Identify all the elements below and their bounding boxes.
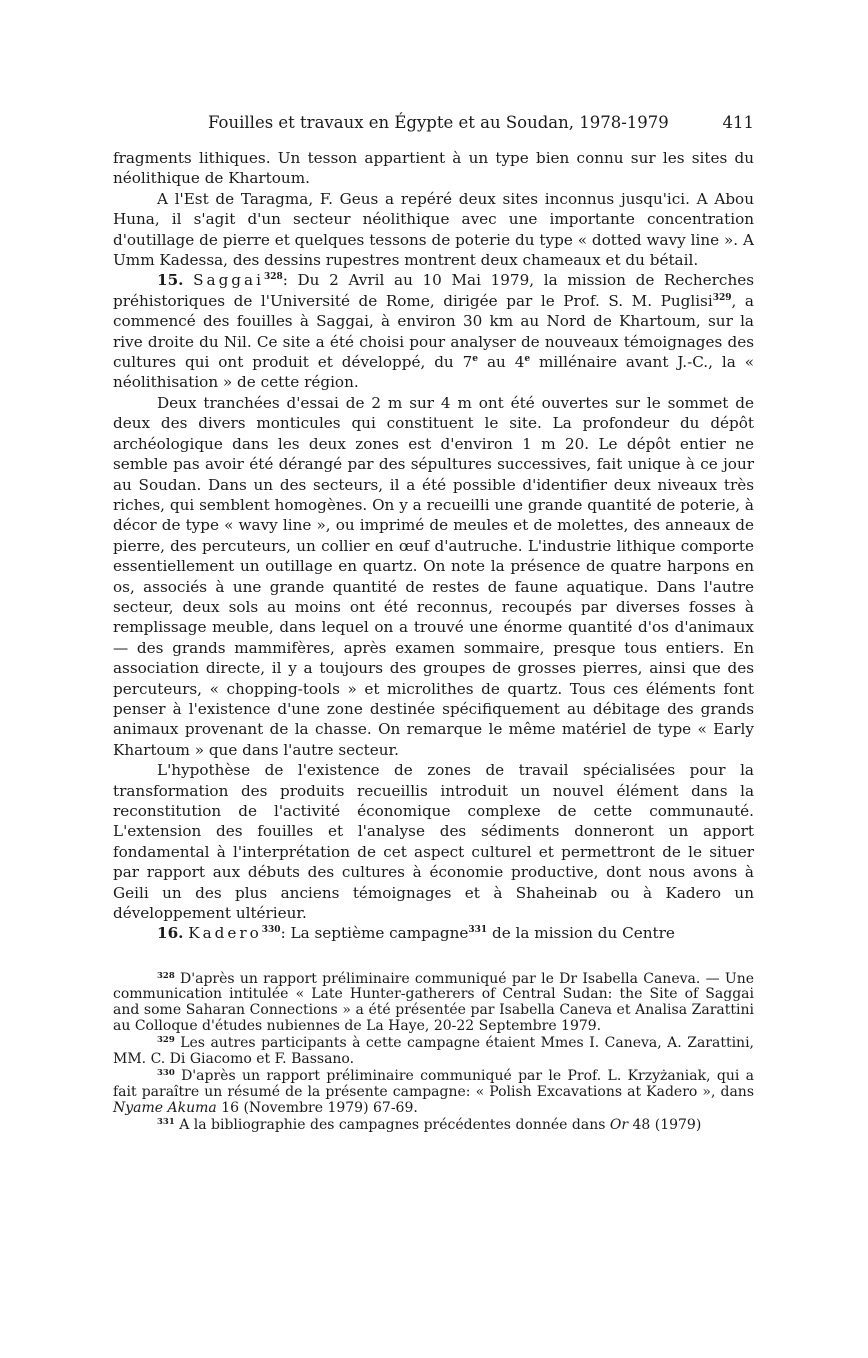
footnote-330-text-b: 16 (Novembre 1979) 67-69. <box>216 1099 418 1116</box>
kadero-text-a: : La septième campagne <box>280 924 469 943</box>
paragraph-1: fragments lithiques. Un tesson appartient à un type bien connu sur les sites du néolithique de Khartoum. <box>113 149 754 188</box>
footnote-ref-330: 330 <box>261 925 281 936</box>
page-number: 411 <box>722 113 754 132</box>
paragraph-2: A l'Est de Taragma, F. Geus a repéré deux sites inconnus jusqu'ici. A Abou Huna, il s'agit d'un secteur néolithique avec une importante concentration d'outillage de pierre et quelques tessons de poterie du type « dotted wavy line ». A Umm Kadessa, des dessins rupestres montrent deux chameaux et du bétail. <box>113 189 754 270</box>
site-name-kadero: Kadero <box>188 924 262 943</box>
journal-title-nyame-akuma: Nyame Akuma <box>113 1099 217 1116</box>
paragraph-trenches: Deux tranchées d'essai de 2 m sur 4 m ont été ouvertes sur le sommet de deux des divers monticules qui constituent le site. La profondeur du dépôt archéologique dans les deux zones est d'environ 1 m 20. Le dépôt entier ne semble pas avoir été dérangé par des sépultures successives, fait unique à ce jour au Soudan. Dans un des secteurs, il a été possible d'identifier deux niveaux très riches, qui semblent homogènes. On y a recueilli une grande quantité de poterie, à décor de type « wavy line », ou imprimé de meules et de molettes, des anneaux de pierre, des percuteurs, un collier en œuf d'autruche. L'industrie lithique comporte essentiellement un outillage en quartz. On note la présence de quatre harpons en os, associés à une grande quantité de restes de faune aquatique. Dans l'autre secteur, deux sols au moins ont été reconnus, recoupés par diverses fosses à remplissage meuble, dans lequel on a trouvé une énorme quantité d'os d'animaux — des grands mammifères, après examen sommaire, presque tous entiers. En association directe, il y a toujours des groupes de grosses pierres, ainsi que des percuteurs, « chopping-tools » et microlithes de quartz. Tous ces éléments font penser à l'existence d'une zone destinée spécifiquement au débitage des grands animaux provenant de la chasse. On remarque le même matériel de type « Early Khartoum » que dans l'autre secteur. <box>113 393 754 759</box>
running-header <box>113 110 754 136</box>
paragraph-saggai <box>113 270 754 392</box>
footnote-329 <box>113 1036 754 1067</box>
footnote-ref-331: 331 <box>468 925 488 936</box>
footnote-331-text-a: A la bibliographie des campagnes précédentes donnée dans <box>174 1117 610 1134</box>
running-title: Fouilles et travaux en Égypte et au Soudan, 1978-1979 <box>208 113 669 132</box>
footnote-328 <box>113 972 754 1034</box>
footnote-329-text: Les autres participants à cette campagne étaient Mmes I. Caneva, A. Zarattini, MM. C. Di Giacomo et F. Bassano. <box>113 1035 754 1067</box>
saggai-text-d: millénaire avant J.-C., la « néolithisation » de cette région. <box>113 353 754 392</box>
footnotes <box>113 972 754 1134</box>
paragraph-kadero <box>113 923 754 943</box>
main-text <box>113 148 754 944</box>
page <box>113 110 754 1136</box>
kadero-text-b: de la mission du Centre <box>487 924 675 943</box>
footnote-330 <box>113 1069 754 1116</box>
site-name-saggai: Saggai <box>193 271 264 290</box>
footnote-number-331: 331 <box>157 1117 175 1128</box>
footnote-number-330: 330 <box>157 1068 175 1079</box>
footnote-number-328: 328 <box>157 970 175 981</box>
footnote-ref-328: 328 <box>263 272 283 283</box>
footnote-331 <box>113 1118 754 1134</box>
section-number-15: 15. <box>157 271 184 290</box>
saggai-text-a: : Du 2 Avril au 10 Mai 1979, la mission de Recherches préhistoriques de l'Université de Rome, dirigée par le Prof. S. M. Puglisi <box>113 271 755 310</box>
journal-title-or: Or <box>609 1117 629 1134</box>
section-number-16: 16. <box>157 924 184 943</box>
saggai-text-b: , a commencé des fouilles à Saggai, à environ 30 km au Nord de Khartoum, sur la rive droite du Nil. Ce site a été choisi pour analyser de nouveaux témoignages des cultures qui ont produit et développé, du 7 <box>113 291 754 372</box>
footnote-number-329: 329 <box>157 1035 175 1046</box>
footnote-330-text-a: D'après un rapport préliminaire communiqué par le Prof. L. Krzyżaniak, qui a fait paraître un résumé de la présente campagne: « Polish Excavations at Kadero », dans <box>113 1068 754 1100</box>
paragraph-hypothesis: L'hypothèse de l'existence de zones de travail spécialisées pour la transformation des produits recueillis introduit un nouvel élément dans la reconstitution de l'activité économique complexe de cette communauté. L'extension des fouilles et l'analyse des sédiments donneront un apport fondamental à l'interprétation de cet aspect culturel et permettront de le situer par rapport aux débuts des cultures à économie productive, dont nous avons à Geili un des plus anciens témoignages et à Shaheinab ou à Kadero un développement ultérieur. <box>113 761 754 923</box>
footnote-331-text-b: 48 (1979) <box>628 1117 702 1134</box>
saggai-text-c: au 4 <box>478 353 525 372</box>
superscript-e-2: e <box>524 354 531 365</box>
footnote-328-text: D'après un rapport préliminaire communiqué par le Dr Isabella Caneva. — Une communication intitulée « Late Hunter-gatherers of Central Sudan: the Site of Saggai and some Saharan Connections » a été présentée par Isabella Caneva et Analisa Zarattini au Colloque d'études nubiennes de La Haye, 20-22 Septembre 1979. <box>113 970 754 1034</box>
footnote-ref-329: 329 <box>712 292 732 303</box>
superscript-e-1: e <box>472 354 479 365</box>
